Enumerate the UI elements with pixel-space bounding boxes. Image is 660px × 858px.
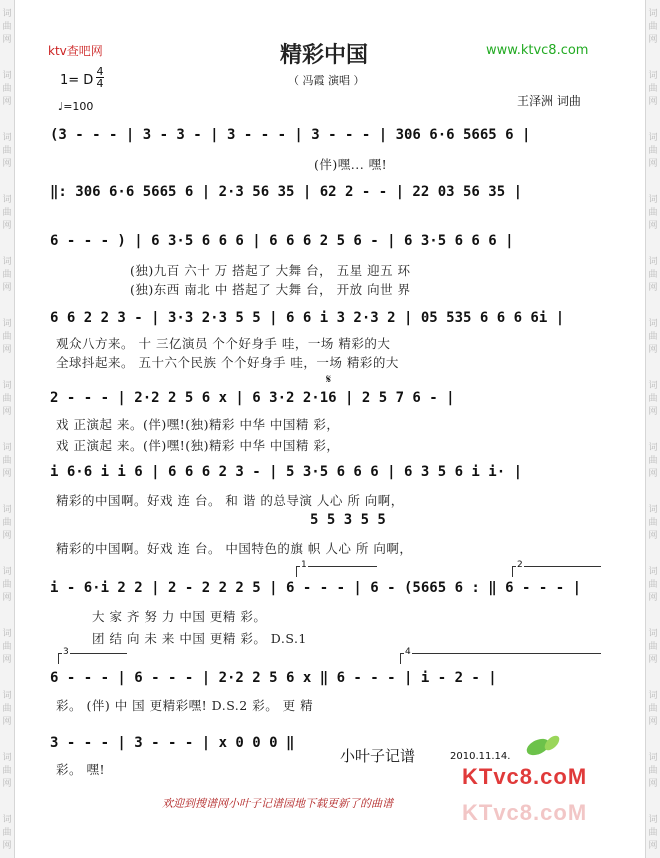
singer-line: （ 冯霞 演唱 ）	[288, 74, 365, 87]
side-watermark-text: 词 曲 网	[2, 195, 12, 231]
footer-notice: 欢迎到搜谱网小叶子记谱园地下载更新了的曲谱	[162, 797, 393, 810]
lyric-row-1: (伴)嘿... 嘿!	[314, 157, 388, 172]
side-watermark-text: 词 曲 网	[648, 443, 658, 479]
leaf-logo-icon	[524, 733, 564, 763]
side-watermark-text: 词 曲 网	[648, 629, 658, 665]
meter-top: 4	[96, 65, 104, 78]
side-watermark-text: 词 曲 网	[648, 257, 658, 293]
tempo-mark: ♩=100	[58, 100, 94, 113]
right-watermark: www.ktvc8.com	[486, 43, 589, 58]
side-watermark-text: 词 曲 网	[648, 71, 658, 107]
time-signature	[96, 66, 104, 89]
side-watermark-text: 词 曲 网	[2, 753, 12, 789]
score-row-8: i - 6·i 2 2 | 2 - 2 2 2 5 | 6 - - - | 6 - (5665 6 : ‖ 6 - - - |	[50, 580, 582, 596]
lyric-row-4a: 观众八方来。 十 三亿演员 个个好身手 哇，一场 精彩的大	[56, 336, 391, 351]
side-watermark-text: 词 曲 网	[2, 629, 12, 665]
side-watermark-text: 词 曲 网	[2, 443, 12, 479]
side-watermark-text: 词 曲 网	[648, 505, 658, 541]
lyric-row-10: 彩。 嘿!	[56, 762, 105, 777]
side-watermark-text: 词 曲 网	[2, 319, 12, 355]
score-row-5: 2 - - - | 2·2 2 5 6 x | 6 3·2 2·16 | 2 5 7 6 - |	[50, 390, 455, 406]
side-watermark-text: 词 曲 网	[2, 381, 12, 417]
score-row-7: 5 5 3 5 5	[310, 512, 386, 528]
volta-4: 4	[400, 653, 601, 664]
score-row-1: (3 - - - | 3 - 3 - | 3 - - - | 3 - - - | 306 6·6 5665 6 |	[50, 127, 531, 143]
left-side-strip	[0, 0, 15, 858]
side-watermark-text: 词 曲 网	[2, 505, 12, 541]
lyric-row-3b: (独)东西 南北 中 搭起了 大舞 台， 开放 向世 界	[130, 282, 411, 297]
side-watermark-text: 词 曲 网	[648, 319, 658, 355]
score-row-3: 6 - - - ) | 6 3·5 6 6 6 | 6 6 6 2 5 6 - | 6 3·5 6 6 6 |	[50, 233, 514, 249]
side-watermark-text: 词 曲 网	[2, 567, 12, 603]
side-watermark-text: 词 曲 网	[2, 133, 12, 169]
score-row-6: i 6·6 i i 6 | 6 6 6 2 3 - | 5 3·5 6 6 6 | 6 3 5 6 i i· |	[50, 464, 523, 480]
lyric-row-6: 精彩的中国啊。好戏 连 台。 和 谐 的总导演 人心 所 向啊，	[56, 493, 404, 508]
score-row-9: 6 - - - | 6 - - - | 2·2 2 5 6 x ‖ 6 - - - | i - 2 - |	[50, 670, 497, 686]
lyric-row-7: 精彩的中国啊。好戏 连 台。 中国特色的旗 帜 人心 所 向啊，	[56, 541, 413, 556]
transcription-date: 2010.11.14.	[450, 751, 511, 762]
transcriber-signature: 小叶子记谱	[340, 747, 416, 765]
lyric-row-8b: 团 结 向 未 来 中国 更精 彩。 D.S.1	[92, 631, 307, 646]
score-row-10: 3 - - - | 3 - - - | x 0 0 0 ‖	[50, 735, 295, 751]
song-title: 精彩中国	[280, 43, 369, 68]
ktvc8-logo-reflection: KTvc8.coM	[462, 800, 588, 825]
key-signature: 1= D	[60, 73, 94, 88]
side-watermark-text: 词 曲 网	[2, 691, 12, 727]
side-watermark-text: 词 曲 网	[648, 195, 658, 231]
meter-bottom: 4	[96, 77, 104, 90]
side-watermark-text: 词 曲 网	[648, 381, 658, 417]
right-side-strip	[645, 0, 660, 858]
lyric-row-8a: 大 家 齐 努 力 中国 更精 彩。	[92, 609, 267, 624]
lyric-row-3a: (独)九百 六十 万 搭起了 大舞 台， 五星 迎五 环	[130, 263, 411, 278]
volta-2: 2	[512, 566, 601, 577]
volta-1: 1	[296, 566, 377, 577]
side-watermark-text: 词 曲 网	[648, 753, 658, 789]
side-watermark-text: 词 曲 网	[648, 567, 658, 603]
left-watermark: ktv查吧网	[48, 44, 103, 58]
side-watermark-text: 词 曲 网	[2, 815, 12, 851]
ktvc8-logo: KTvc8.coM	[462, 764, 588, 789]
credits: 王泽洲 词曲	[517, 94, 581, 108]
segno-sign: 𝄋	[326, 372, 332, 386]
score-row-2: ‖: 306 6·6 5665 6 | 2·3 56 35 | 62 2 - - | 22 03 56 35 |	[50, 184, 523, 200]
lyric-row-4b: 全球抖起来。 五十六个民族 个个好身手 哇，一场 精彩的大	[56, 355, 399, 370]
side-watermark-text: 词 曲 网	[2, 257, 12, 293]
side-watermark-text: 词 曲 网	[648, 133, 658, 169]
volta-3: 3	[58, 653, 127, 664]
side-watermark-text: 词 曲 网	[648, 9, 658, 45]
side-watermark-text: 词 曲 网	[648, 815, 658, 851]
lyric-row-5b: 戏 正演起 来。(伴)嘿!(独)精彩 中华 中国精 彩，	[56, 438, 340, 453]
score-row-4: 6 6 2 2 3 - | 3·3 2·3 5 5 | 6 6 i 3 2·3 2 | 05 535 6 6 6 6i |	[50, 310, 565, 326]
side-watermark-text: 词 曲 网	[2, 71, 12, 107]
side-watermark-text: 词 曲 网	[648, 691, 658, 727]
side-watermark-text: 词 曲 网	[2, 9, 12, 45]
lyric-row-9: 彩。 (伴) 中 国 更精彩嘿! D.S.2 彩。 更 精	[56, 698, 314, 713]
lyric-row-5a: 戏 正演起 来。(伴)嘿!(独)精彩 中华 中国精 彩，	[56, 417, 340, 432]
